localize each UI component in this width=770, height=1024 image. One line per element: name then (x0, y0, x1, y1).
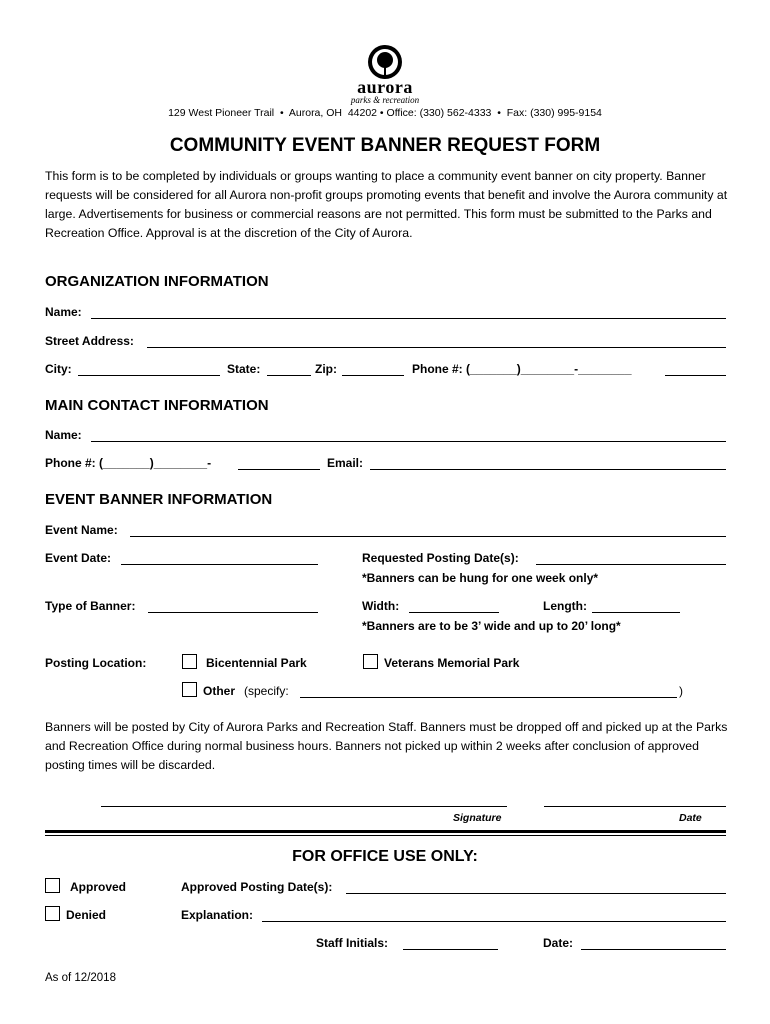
width-label: Width: (362, 599, 400, 613)
org-city-label: City: (45, 362, 72, 376)
logo-tagline: parks & recreation (350, 95, 420, 105)
other-specify-field[interactable] (300, 697, 677, 698)
org-phone-field[interactable] (665, 375, 726, 376)
notice-paragraph: Banners will be posted by City of Aurora Parks and Recreation Staff. Banners must be dropped off and picked up at the Parks and Recreation Office during normal business hours. Banners not picked up within 2 weeks after conclusion of approved posting times will be discarded. (45, 720, 728, 772)
org-name-label: Name: (45, 305, 82, 319)
org-zip-field[interactable] (342, 375, 404, 376)
bicentennial-checkbox[interactable] (182, 654, 197, 669)
office-divider-thin (45, 835, 726, 836)
staff-initials-label: Staff Initials: (316, 936, 389, 950)
other-checkbox[interactable] (182, 682, 197, 697)
signature-date-field[interactable] (544, 806, 726, 807)
header-address: 129 West Pioneer Trail • Aurora, OH 44202 • Office: (330) 562-4333 • Fax: (330) 995-9154 (168, 107, 602, 119)
approved-dates-field[interactable] (346, 893, 726, 894)
org-state-label: State: (227, 362, 261, 376)
banner-type-label: Type of Banner: (45, 599, 136, 613)
org-name-field[interactable] (91, 318, 726, 319)
explanation-label: Explanation: (181, 908, 254, 922)
logo (335, 44, 435, 106)
contact-section-heading: MAIN CONTACT INFORMATION (45, 397, 269, 414)
posting-dates-label: Requested Posting Date(s): (362, 551, 519, 565)
revision-note: As of 12/2018 (45, 972, 116, 984)
explanation-field[interactable] (262, 921, 726, 922)
org-section-heading: ORGANIZATION INFORMATION (45, 273, 269, 290)
size-note: *Banners are to be 3’ wide and up to 20’ long* (362, 619, 621, 633)
contact-email-label: Email: (327, 456, 364, 470)
bicentennial-label: Bicentennial Park (206, 656, 307, 670)
length-field[interactable] (592, 612, 680, 613)
approved-checkbox[interactable] (45, 878, 60, 893)
width-field[interactable] (409, 612, 499, 613)
event-section-heading: EVENT BANNER INFORMATION (45, 491, 273, 508)
posting-dates-field[interactable] (536, 564, 726, 565)
org-city-field[interactable] (78, 375, 220, 376)
banner-type-field[interactable] (148, 612, 318, 613)
org-state-field[interactable] (267, 375, 311, 376)
org-street-label: Street Address: (45, 334, 134, 348)
contact-name-label: Name: (45, 428, 82, 442)
contact-email-field[interactable] (370, 469, 726, 470)
length-label: Length: (543, 599, 587, 613)
denied-label: Denied (66, 908, 107, 922)
other-specify-label: (specify: (244, 684, 289, 698)
event-name-field[interactable] (130, 536, 726, 537)
office-divider (45, 830, 726, 833)
org-zip-label: Zip: (315, 362, 337, 376)
other-label: Other (203, 684, 236, 698)
logo-name: aurora (357, 77, 413, 97)
intro-paragraph: This form is to be completed by individuals or groups wanting to place a community event banner on city property. Banner requests will be considered for all Aurora non-profit groups promoting events that benefit and involve the Aurora community at large. Advertisements for business or commercial reasons are not permitted. This form must be submitted to the Parks and Recreation Office. Approval is at the discretion of the City of Aurora. (45, 169, 728, 240)
signature-date-label: Date (679, 812, 702, 824)
org-street-field[interactable] (147, 347, 726, 348)
contact-name-field[interactable] (91, 441, 726, 442)
org-phone-label: Phone #: (_______)________-________ (412, 362, 632, 376)
office-date-label: Date: (543, 936, 574, 950)
other-close-paren: ) (679, 684, 683, 698)
event-name-label: Event Name: (45, 523, 118, 537)
hung-note: *Banners can be hung for one week only* (362, 571, 599, 585)
page-title: COMMUNITY EVENT BANNER REQUEST FORM (169, 135, 601, 156)
approved-label: Approved (70, 880, 127, 894)
posting-location-label: Posting Location: (45, 656, 147, 670)
veterans-checkbox[interactable] (363, 654, 378, 669)
approved-dates-label: Approved Posting Date(s): (181, 880, 333, 894)
veterans-label: Veterans Memorial Park (384, 656, 520, 670)
office-heading: FOR OFFICE USE ONLY: (292, 848, 478, 865)
event-date-field[interactable] (121, 564, 318, 565)
denied-checkbox[interactable] (45, 906, 60, 921)
event-date-label: Event Date: (45, 551, 112, 565)
contact-phone-label: Phone #: (_______)________- (45, 456, 212, 470)
contact-phone-field[interactable] (238, 469, 320, 470)
staff-initials-field[interactable] (403, 949, 498, 950)
signature-label: Signature (453, 812, 502, 824)
office-date-field[interactable] (581, 949, 726, 950)
signature-field[interactable] (101, 806, 507, 807)
